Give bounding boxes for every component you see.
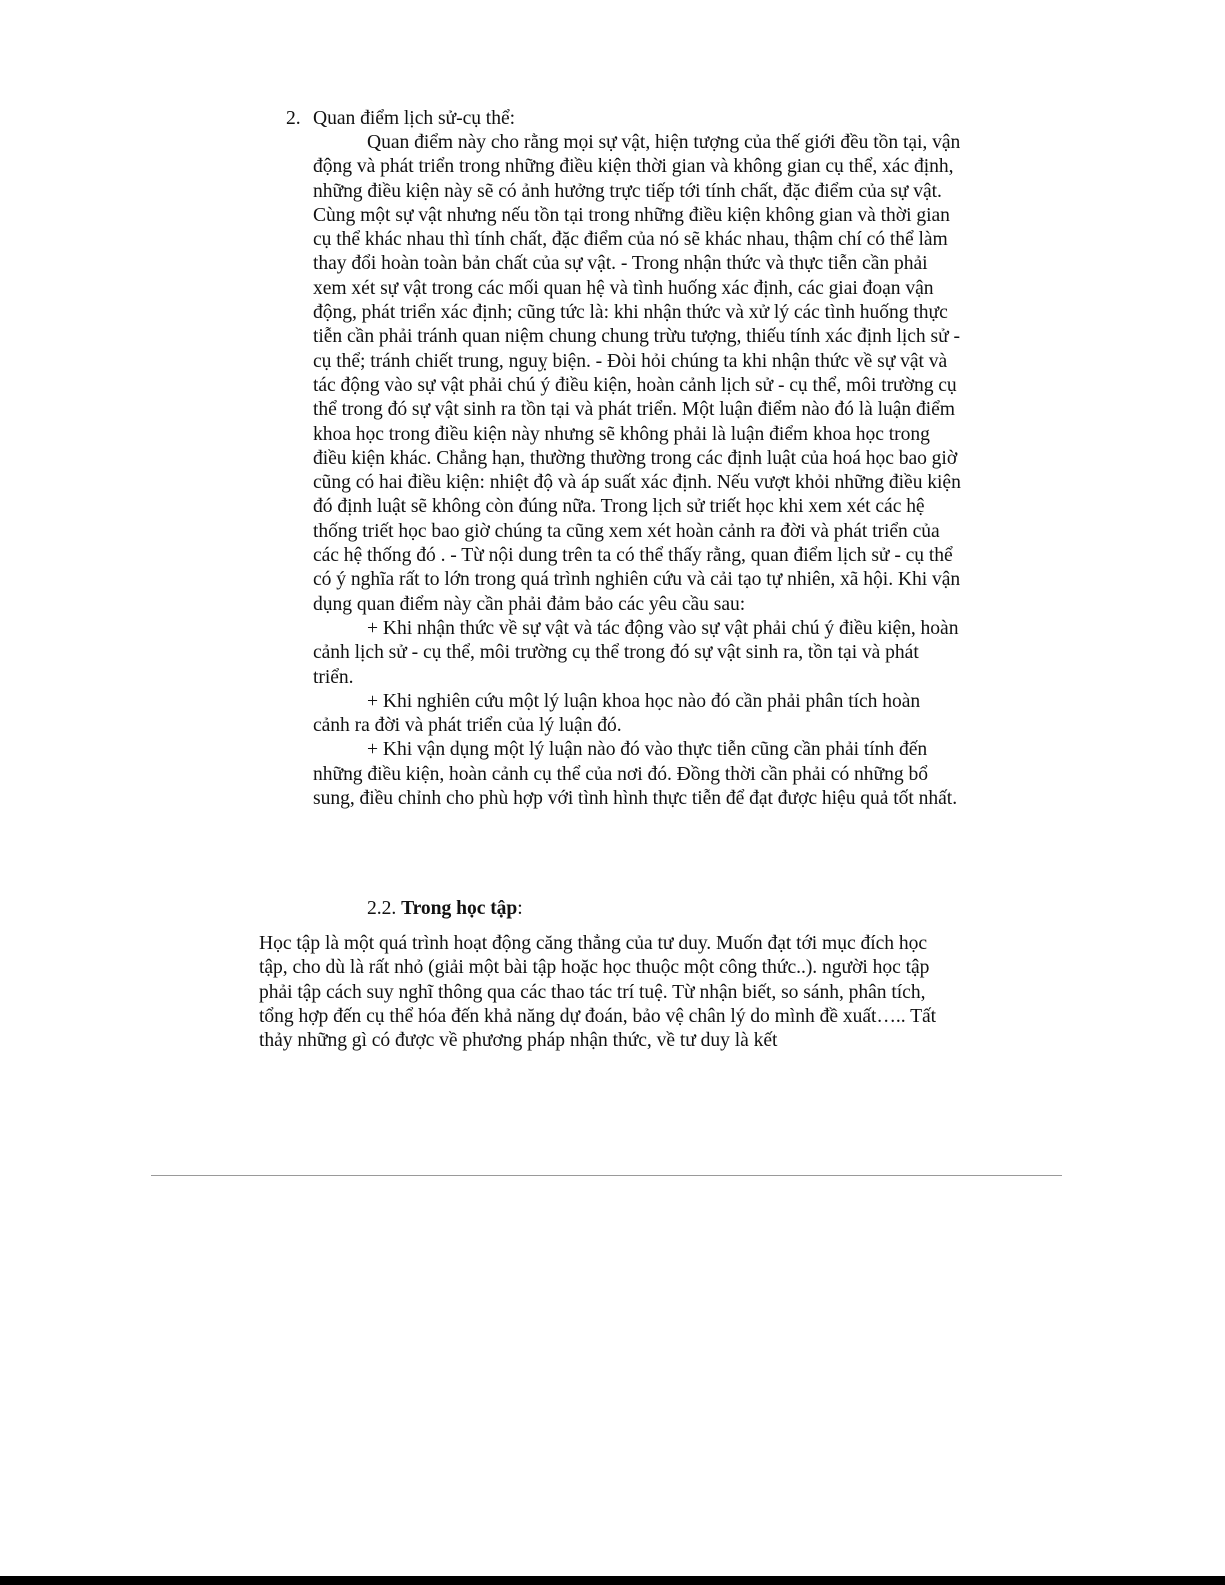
section-paragraph-requirement-2: + Khi nghiên cứu một lý luận khoa học nào đó cần phải phân tích hoàn cảnh ra đời và phát triển của lý luận đó.: [313, 690, 921, 737]
subsection-heading: [367, 897, 523, 921]
section-body: [313, 131, 961, 811]
subsection-suffix: :: [517, 898, 523, 919]
subsection-title: Trong học tập: [401, 898, 518, 919]
section-paragraph-requirement-3: + Khi vận dụng một lý luận nào đó vào thực tiễn cũng cần phải tính đến những điều kiện, hoàn cảnh cụ thể của nơi đó. Đồng thời cần phải có những bổ sung, điều chỉnh cho phù hợp với tình hình thực tiễn để đạt được hiệu quả tốt nhất.: [313, 739, 958, 810]
page-bottom-edge: [0, 1576, 1225, 1585]
section-paragraph-main: Quan điểm này cho rằng mọi sự vật, hiện tượng của thế giới đều tồn tại, vận động và phát triển trong những điều kiện thời gian và không gian cụ thể, xác định, những điều kiện này sẽ có ảnh hưởng trực tiếp tới tính chất, đặc điểm của sự vật. Cùng một sự vật nhưng nếu tồn tại trong những điều kiện không gian và thời gian cụ thể khác nhau thì tính chất, đặc điểm của nó sẽ khác nhau, thậm chí có thể làm thay đổi hoàn toàn bản chất của sự vật. - Trong nhận thức và thực tiễn cần phải xem xét sự vật trong các mối quan hệ và tình huống xác định, các giai đoạn vận động, phát triển xác định; cũng tức là: khi nhận thức và xử lý các tình huống thực tiễn cần phải tránh quan niệm chung chung trừu tượng, thiếu tính xác định lịch sử - cụ thể; tránh chiết trung, nguỵ biện. - Đòi hỏi chúng ta khi nhận thức về sự vật và tác động vào sự vật phải chú ý điều kiện, hoàn cảnh lịch sử - cụ thể, môi trường cụ thể trong đó sự vật sinh ra tồn tại và phát triển. Một luận điểm nào đó là luận điểm khoa học trong điều kiện này nhưng sẽ không phải là luận điểm khoa học trong điều kiện khác. Chẳng hạn, thường thường trong các định luật của hoá học bao giờ cũng có hai điều kiện: nhiệt độ và áp suất xác định. Nếu vượt khỏi những điều kiện đó định luật sẽ không còn đúng nữa. Trong lịch sử triết học khi xem xét các hệ thống triết học bao giờ chúng ta cũng xem xét hoàn cảnh ra đời và phát triển của các hệ thống đó . - Từ nội dung trên ta có thể thấy rằng, quan điểm lịch sử - cụ thể có ý nghĩa rất to lớn trong quá trình nghiên cứu và cải tạo tự nhiên, xã hội. Khi vận dụng quan điểm này cần phải đảm bảo các yêu cầu sau:: [313, 132, 961, 615]
study-body: [259, 932, 959, 1053]
section-heading: [286, 107, 515, 131]
section-title: Quan điểm lịch sử-cụ thể:: [313, 108, 515, 129]
study-paragraph: Học tập là một quá trình hoạt động căng thẳng của tư duy. Muốn đạt tới mục đích học tập, cho dù là rất nhỏ (giải một bài tập hoặc học thuộc một công thức..). người học tập phải tập cách suy nghĩ thông qua các thao tác trí tuệ. Từ nhận biết, so sánh, phân tích, tổng hợp đến cụ thể hóa đến khả năng dự đoán, bảo vệ chân lý do mình đề xuất….. Tất thảy những gì có được về phương pháp nhận thức, về tư duy là kết: [259, 933, 937, 1052]
section-number: 2.: [286, 108, 301, 129]
page-divider: [151, 1175, 1062, 1176]
section-paragraph-requirement-1: + Khi nhận thức về sự vật và tác động vào sự vật phải chú ý điều kiện, hoàn cảnh lịch sử - cụ thể, môi trường cụ thể trong đó sự vật sinh ra, tồn tại và phát triển.: [313, 617, 959, 688]
subsection-number: 2.2.: [367, 898, 397, 919]
